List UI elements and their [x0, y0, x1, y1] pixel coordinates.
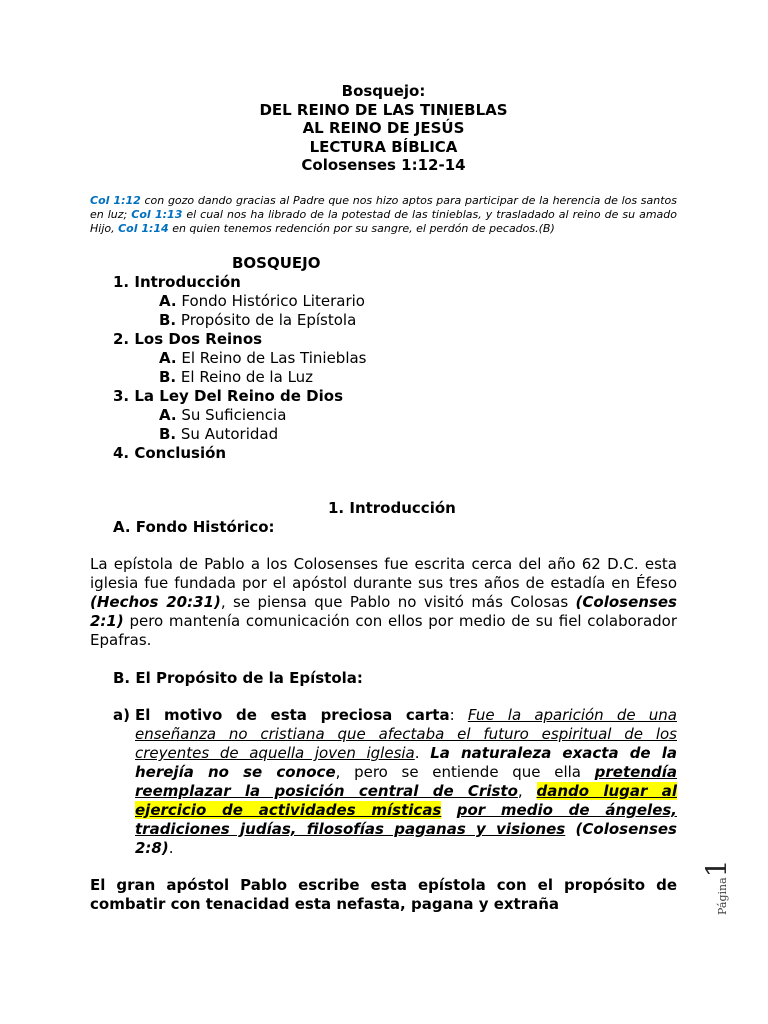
- punctuation: .: [168, 839, 174, 857]
- paragraph-fondo-historico: [90, 555, 677, 650]
- subitem-letter: A.: [159, 292, 177, 310]
- outline-item-4: 4. Conclusión: [113, 444, 227, 462]
- subheading-fondo-historico: A. Fondo Histórico:: [113, 518, 275, 536]
- para-text: , se piensa que Pablo no visitó más Colosas: [220, 593, 576, 611]
- subitem-text: El Reino de Las Tinieblas: [176, 349, 367, 367]
- subitem-text: Su Autoridad: [176, 425, 279, 443]
- outline-subitem-1a: [113, 292, 367, 311]
- scripture-passage: [90, 194, 677, 237]
- spacer: [441, 801, 456, 819]
- page-number: 1: [700, 859, 733, 878]
- outline-item-1: 1. Introducción: [113, 273, 241, 291]
- section-heading-introduccion: 1. Introducción: [328, 499, 456, 517]
- outline-subitem-3a: [113, 406, 367, 425]
- subitem-letter: B.: [159, 311, 177, 329]
- punctuation: ,: [517, 782, 537, 800]
- outline-subitem-1b: [113, 311, 367, 330]
- outline-subitem-2a: [113, 349, 367, 368]
- subitem-letter: A.: [159, 406, 177, 424]
- title-line-2: DEL REINO DE LAS TINIEBLAS: [259, 100, 508, 119]
- outline-item-2: 2. Los Dos Reinos: [113, 330, 263, 348]
- outline-title: BOSQUEJO: [232, 254, 321, 272]
- outline-subitem-2b: [113, 368, 367, 387]
- list-item-a: [113, 706, 677, 858]
- underlined-emphasis-text: por medio de ángeles, tradiciones judías, filosofías paganas y visiones: [135, 801, 677, 838]
- verse-text-2: el cual nos ha librado de la potestad de las tinieblas, y trasladado al reino de su amado Hijo,: [90, 208, 677, 236]
- punctuation: .: [414, 744, 431, 762]
- outline-list: [113, 273, 367, 463]
- subitem-letter: B.: [159, 425, 177, 443]
- verse-ref-1: Col 1:12: [90, 194, 141, 207]
- page-label: Página: [716, 877, 729, 915]
- verse-ref-2: Col 1:13: [131, 208, 183, 222]
- underlined-emphasis-text: pretendía reemplazar la posición central de Cristo: [135, 763, 678, 800]
- subheading-proposito: B. El Propósito de la Epístola:: [113, 669, 363, 687]
- bible-reference: (Hechos 20:31): [90, 593, 221, 611]
- verse-text-3: en quien tenemos redención por su sangre, el perdón de pecados.(B): [168, 222, 555, 236]
- underlined-italic-text: Fue la aparición de una enseñanza no cristiana que afectaba el futuro espiritual de los creyentes de aquella joven iglesia: [135, 706, 677, 762]
- outline-subitem-3b: [113, 425, 367, 444]
- subitem-letter: A.: [159, 349, 177, 367]
- title-line-1: Bosquejo:: [341, 82, 426, 100]
- subitem-text: Su Suficiencia: [176, 406, 287, 424]
- emphasis-text: El motivo de esta preciosa carta: [135, 706, 450, 724]
- emphasis-text: La naturaleza exacta de la herejía no se conoce: [135, 744, 677, 781]
- list-item-body: [135, 706, 677, 858]
- paragraph-proposito: El gran apóstol Pablo escribe esta epístola con el propósito de combatir con tenacidad esta nefasta, pagana y extraña: [90, 876, 677, 913]
- bible-reference: (Colosenses 2:1): [90, 593, 677, 630]
- list-marker: a): [113, 706, 130, 724]
- verse-ref-3: Col 1:14: [118, 222, 169, 236]
- punctuation: :: [449, 706, 468, 724]
- highlighted-text: dando lugar al ejercicio de actividades místicas: [135, 782, 677, 819]
- title-line-4: LECTURA BÍBLICA: [309, 137, 458, 156]
- bible-reference: (Colosenses 2:8): [135, 820, 677, 857]
- plain-text: , pero se entiende que ella: [335, 763, 595, 781]
- subitem-text: Propósito de la Epístola: [176, 311, 357, 329]
- para-text: pero mantenía comunicación con ellos por medio de su fiel colaborador Epafras.: [90, 612, 677, 649]
- document-title: [90, 82, 677, 175]
- para-text: La epístola de Pablo a los Colosenses fue escrita cerca del año 62 D.C. esta iglesia fue fundada por el apóstol durante sus tres años de estadía en Éfeso: [90, 555, 677, 592]
- title-line-3: AL REINO DE JESÚS: [302, 119, 465, 137]
- verse-text-1: con gozo dando gracias al Padre que nos hizo aptos para participar de la herencia de los santos en luz;: [90, 194, 677, 222]
- outline-item-3: 3. La Ley Del Reino de Dios: [113, 387, 344, 405]
- title-line-5: Colosenses 1:12-14: [301, 156, 466, 174]
- subitem-letter: B.: [159, 368, 177, 386]
- subitem-text: Fondo Histórico Literario: [176, 292, 365, 310]
- subitem-text: El Reino de la Luz: [176, 368, 314, 386]
